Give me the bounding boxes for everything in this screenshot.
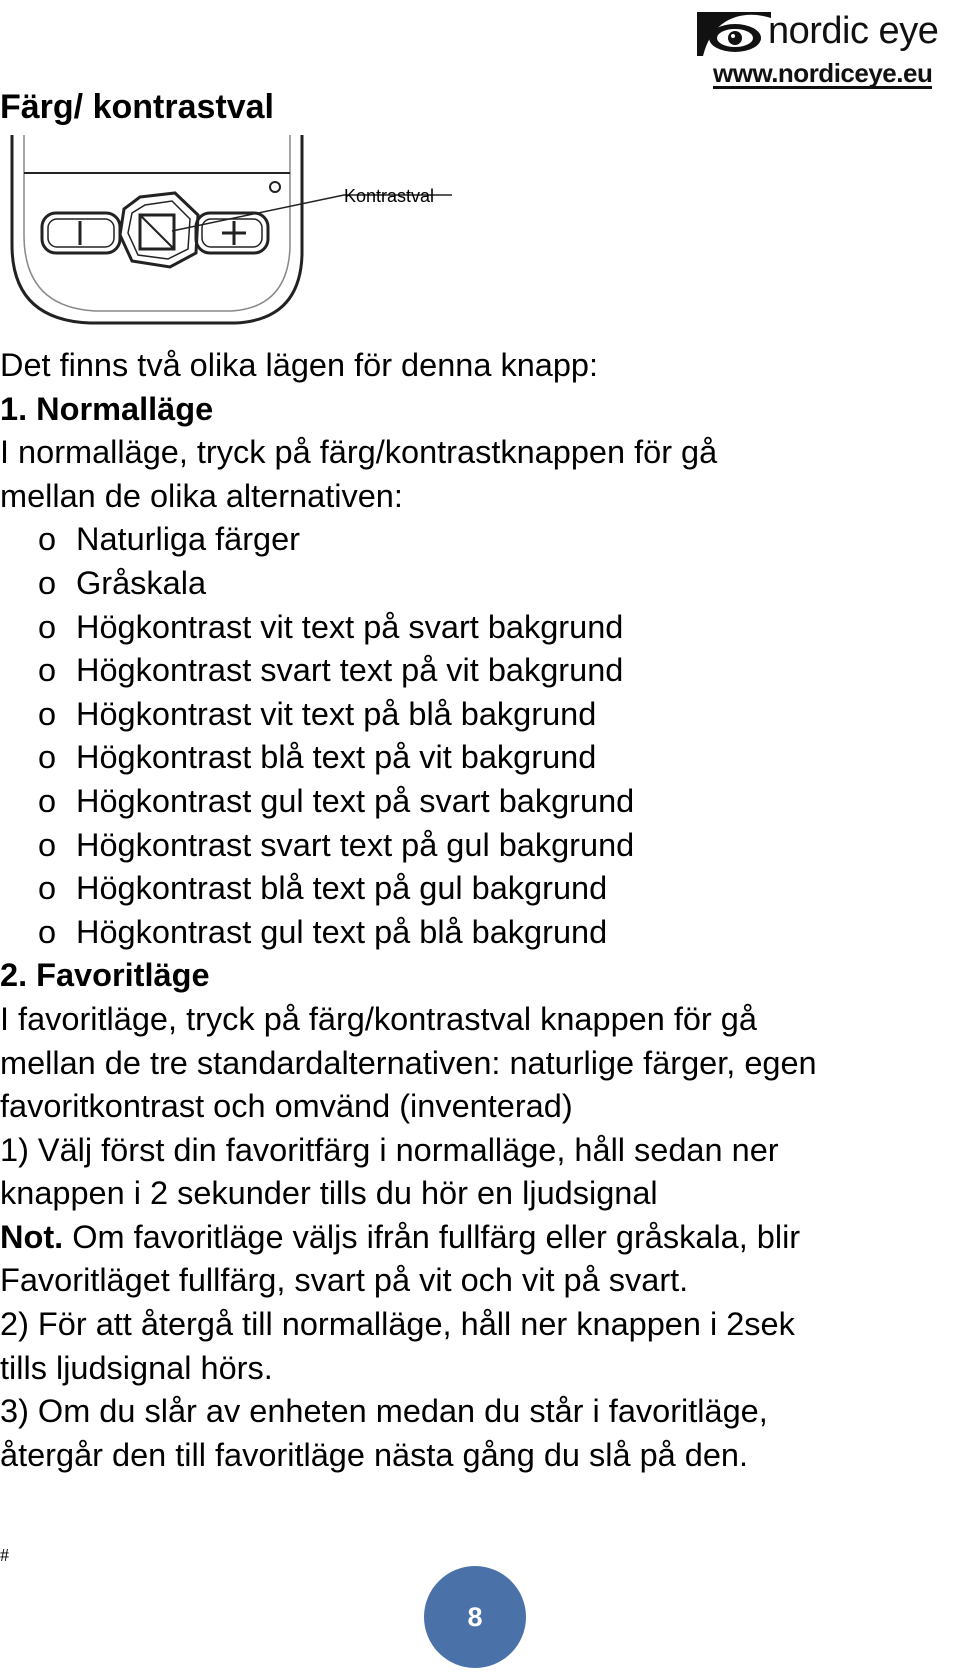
page-number-badge bbox=[424, 1566, 526, 1668]
list-item-text: Högkontrast vit text på svart bakgrund bbox=[76, 608, 624, 645]
paragraph-line: favoritkontrast och omvänd (inventerad) bbox=[0, 1088, 573, 1125]
page-number: 8 bbox=[467, 1601, 483, 1632]
bullet-marker: o bbox=[38, 564, 57, 601]
list-item-text: Högkontrast svart text på vit bakgrund bbox=[76, 652, 624, 689]
list-item-text: Naturliga färger bbox=[76, 521, 300, 558]
section-heading-favorite: 2. Favoritläge bbox=[0, 957, 210, 994]
eye-logo-icon bbox=[695, 8, 773, 60]
list-item bbox=[0, 606, 960, 650]
intro-text: Det finns två olika lägen för denna knapp: bbox=[0, 347, 599, 383]
callout-label: Kontrastval bbox=[344, 186, 435, 206]
list-item bbox=[0, 780, 960, 824]
list-item-text: Högkontrast svart text på gul bakgrund bbox=[76, 826, 635, 863]
list-item bbox=[0, 824, 960, 868]
list-item-text: Högkontrast blå text på gul bakgrund bbox=[76, 870, 608, 907]
bullet-marker: o bbox=[38, 913, 57, 950]
step-3-line: 3) Om du slår av enheten medan du står i favoritläge, bbox=[0, 1393, 768, 1430]
paragraph-line: I normalläge, tryck på färg/kontrastknappen för gå bbox=[0, 434, 718, 471]
paragraph-line: I favoritläge, tryck på färg/kontrastval knappen för gå bbox=[0, 1000, 757, 1037]
section-heading-normal: 1. Normalläge bbox=[0, 390, 214, 427]
paragraph-line: mellan de tre standardalternativen: naturlige färger, egen bbox=[0, 1044, 817, 1081]
list-item-text: Högkontrast gul text på blå bakgrund bbox=[76, 913, 608, 950]
footer-hash: # bbox=[0, 1545, 9, 1565]
list-item-text: Högkontrast vit text på blå bakgrund bbox=[76, 695, 597, 732]
minus-button-icon bbox=[42, 213, 120, 253]
list-item-text: Högkontrast gul text på svart bakgrund bbox=[76, 782, 635, 819]
step-3-line: återgår den till favoritläge nästa gång du slå på den. bbox=[0, 1436, 749, 1473]
list-item bbox=[0, 649, 960, 693]
list-item bbox=[0, 867, 960, 911]
step-1-line: 1) Välj först din favoritfärg i normalläge, håll sedan ner bbox=[0, 1131, 779, 1168]
nordic-eye-logo bbox=[695, 8, 957, 90]
bullet-marker: o bbox=[38, 608, 57, 645]
list-item bbox=[0, 911, 960, 955]
list-item bbox=[0, 562, 960, 606]
device-illustration bbox=[0, 135, 460, 350]
list-item bbox=[0, 736, 960, 780]
bullet-marker: o bbox=[38, 739, 57, 776]
list-item-text: Högkontrast blå text på vit bakgrund bbox=[76, 739, 597, 776]
logo-brand-name: nordic eye bbox=[768, 10, 939, 52]
note-text: Om favoritläge väljs ifrån fullfärg eller gråskala, blir bbox=[63, 1218, 801, 1255]
step-2-line: 2) För att återgå till normalläge, håll ner knappen i 2sek bbox=[0, 1306, 795, 1343]
note-label: Not. bbox=[0, 1218, 64, 1255]
bullet-marker: o bbox=[38, 826, 57, 863]
bullet-marker: o bbox=[38, 782, 57, 819]
bullet-marker: o bbox=[38, 695, 57, 732]
list-item-text: Gråskala bbox=[76, 564, 207, 601]
bullet-marker: o bbox=[38, 870, 57, 907]
note-line bbox=[0, 1216, 960, 1260]
paragraph-line: mellan de olika alternativen: bbox=[0, 477, 403, 514]
list-item bbox=[0, 518, 960, 562]
step-2-line: tills ljudsignal hörs. bbox=[0, 1349, 273, 1386]
list-item bbox=[0, 693, 960, 737]
logo-url: www.nordiceye.eu bbox=[713, 58, 933, 88]
note-line: Favoritläget fullfärg, svart på vit och vit på svart. bbox=[0, 1262, 689, 1299]
contrast-button-icon bbox=[120, 193, 198, 267]
body-text bbox=[0, 344, 960, 1477]
step-1-line: knappen i 2 sekunder tills du hör en ljudsignal bbox=[0, 1175, 658, 1212]
bullet-marker: o bbox=[38, 652, 57, 689]
bullet-marker: o bbox=[38, 521, 57, 558]
page-title: Färg/ kontrastval bbox=[0, 88, 274, 126]
